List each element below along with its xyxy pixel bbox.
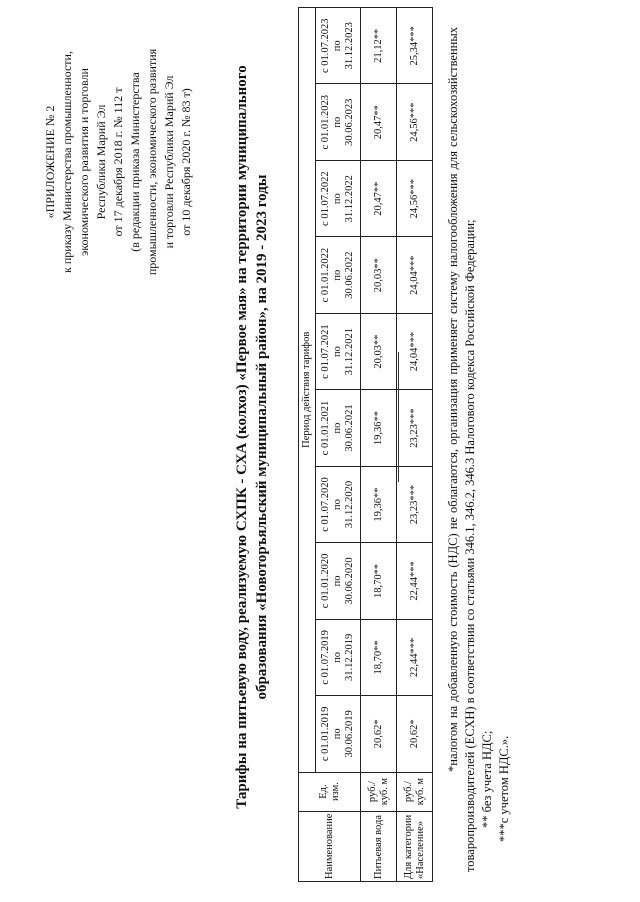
period-header: с 01.01.2023 по 30.06.2023: [316, 84, 361, 160]
period-header: с 01.07.2019 по 31.12.2019: [316, 619, 361, 695]
appendix-line: от 10 декабря 2020 г. № 83 т): [179, 88, 193, 236]
tariff-cell: 24,56***: [397, 160, 433, 236]
period-header: с 01.07.2021 по 31.12.2021: [316, 313, 361, 389]
tariff-cell: 23,23***: [397, 390, 433, 466]
appendix-line: (в редакции приказа Министерства: [128, 72, 142, 252]
period-header: с 01.01.2021 по 30.06.2021: [316, 390, 361, 466]
tariff-cell: 20,62*: [397, 696, 433, 772]
tariff-cell: 25,34***: [397, 8, 433, 85]
title-line-2: образования «Новоторъяльский муниципальный район», на 2019 - 2023 годы: [254, 174, 270, 700]
period-header: с 01.01.2020 по 30.06.2020: [316, 543, 361, 619]
period-header: с 01.07.2022 по 31.12.2022: [316, 160, 361, 236]
tariff-table: [298, 7, 433, 882]
row-name: Для категории «Население»: [397, 811, 433, 881]
tariff-cell: 24,56***: [397, 84, 433, 160]
row-unit: руб./ куб. м: [361, 772, 397, 811]
table-row: [361, 8, 397, 882]
appendix-line: к приказу Министерства промышленности,: [60, 51, 74, 273]
row-unit: руб./ куб. м: [397, 772, 433, 811]
appendix-line: Республики Марий Эл: [94, 104, 108, 220]
tariff-cell: 24,04***: [397, 237, 433, 313]
appendix-header: [42, 12, 195, 312]
title-line-1: Тарифы на питьевую воду, реализуемую СХПК - СХА (колхоз) «Первое мая» на территории муниципального: [234, 65, 250, 809]
document-title: [232, 42, 272, 832]
header-name: Наименование: [299, 811, 361, 881]
tariff-cell: 19,36**: [361, 390, 397, 466]
footnote-with-vat: ***с учетом НДС.».: [497, 735, 511, 842]
tariff-cell: 20,62*: [361, 696, 397, 772]
tariff-cell: 20,03**: [361, 313, 397, 389]
period-header: с 01.01.2022 по 30.06.2022: [316, 237, 361, 313]
table-header-row: [299, 8, 316, 882]
footnotes: [445, 27, 513, 872]
tariff-cell: 22,44***: [397, 619, 433, 695]
appendix-line: «ПРИЛОЖЕНИЕ № 2: [43, 105, 57, 219]
appendix-line: от 17 декабря 2018 г. № 112 т: [111, 87, 125, 237]
table-period-row: [316, 8, 361, 882]
appendix-line: промышленности, экономического развития: [145, 48, 159, 276]
tariff-cell: 22,44***: [397, 543, 433, 619]
separator-line: [398, 352, 399, 482]
header-period: Период действия тарифов: [299, 8, 316, 773]
tariff-cell: 19,36**: [361, 466, 397, 542]
period-header: с 01.07.2020 по 31.12.2020: [316, 466, 361, 542]
tariff-cell: 18,70**: [361, 543, 397, 619]
appendix-line: и торговли Республики Марий Эл: [162, 75, 176, 249]
header-unit: Ед. изм.: [299, 772, 361, 811]
tariff-cell: 23,23***: [397, 466, 433, 542]
period-header: с 01.07.2023 по 31.12.2023: [316, 8, 361, 85]
tariff-cell: 20,47**: [361, 84, 397, 160]
tariff-cell: 24,04***: [397, 313, 433, 389]
tariff-cell: 20,03**: [361, 237, 397, 313]
tariff-cell: 21,12**: [361, 8, 397, 85]
appendix-line: экономического развития и торговли: [77, 68, 91, 256]
footnote-vat-exempt: *налогом на добавленную стоимость (НДС) не облагаются, организация применяет систему налогообложения для сельскохозяйственных товаропроизводителей (ЕСХН) в соответствии со статьями 346.1, 346.2, 346.3 Налогового кодекса Российской Федерации;: [446, 27, 477, 872]
tariff-cell: 20,47**: [361, 160, 397, 236]
tariff-cell: 18,70**: [361, 619, 397, 695]
footnote-without-vat: ** без учета НДС;: [480, 730, 494, 828]
row-name: Питьевая вода: [361, 811, 397, 881]
table-row: [397, 8, 433, 882]
period-header: с 01.01.2019 по 30.06.2019: [316, 696, 361, 772]
